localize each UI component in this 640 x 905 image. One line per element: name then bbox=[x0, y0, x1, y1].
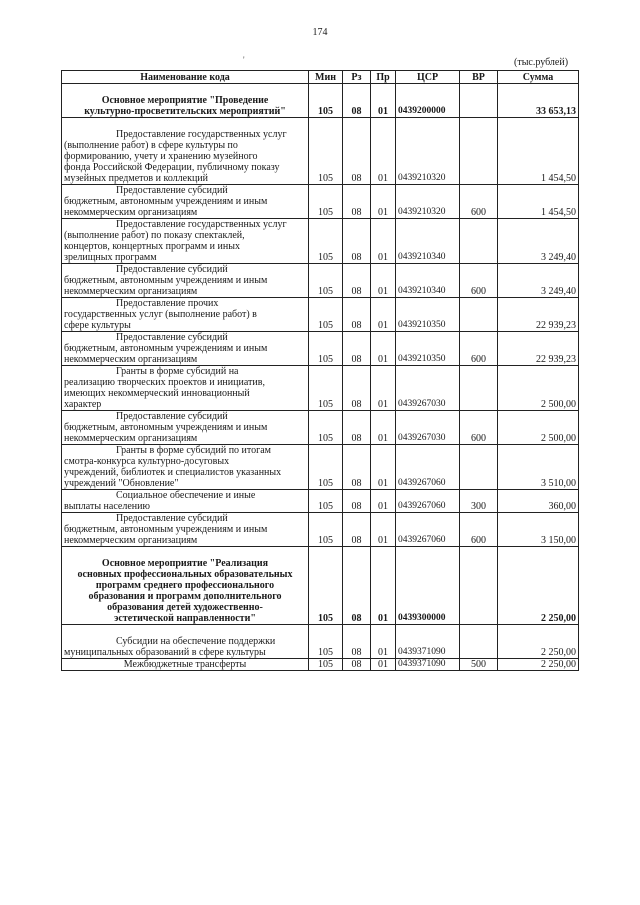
row-name-line: формированию, учету и хранению музейного bbox=[64, 151, 258, 162]
row-name-line: реализацию творческих проектов и инициатив, bbox=[64, 377, 265, 388]
row-name-line: эстетической направленности" bbox=[114, 613, 256, 624]
row-sum-cell: 33 653,13 bbox=[498, 84, 579, 118]
row-csr-cell: 0439210340 bbox=[396, 219, 460, 264]
row-vr-cell bbox=[460, 366, 498, 411]
row-pr-cell: 01 bbox=[371, 366, 396, 411]
row-vr-cell bbox=[460, 298, 498, 332]
header-min: Мин bbox=[309, 71, 343, 84]
row-pr-cell: 01 bbox=[371, 332, 396, 366]
row-name-cell bbox=[62, 513, 309, 547]
row-vr-cell bbox=[460, 84, 498, 118]
table-row bbox=[62, 411, 579, 445]
row-vr-cell: 600 bbox=[460, 264, 498, 298]
row-vr-cell: 300 bbox=[460, 490, 498, 513]
row-pr-cell: 01 bbox=[371, 118, 396, 185]
row-name-cell bbox=[62, 185, 309, 219]
row-min-cell: 105 bbox=[309, 490, 343, 513]
row-name-line: Межбюджетные трансферты bbox=[123, 659, 247, 670]
row-csr-cell: 0439210350 bbox=[396, 298, 460, 332]
table-row bbox=[62, 625, 579, 659]
row-name-cell bbox=[62, 118, 309, 185]
row-csr-cell: 0439210320 bbox=[396, 118, 460, 185]
row-spacer bbox=[64, 625, 306, 636]
row-pr-cell: 01 bbox=[371, 659, 396, 671]
row-name-line: фонда Российской Федерации, публичному показу bbox=[64, 162, 280, 173]
row-pr-cell: 01 bbox=[371, 411, 396, 445]
table-row bbox=[62, 298, 579, 332]
row-csr-cell: 0439267060 bbox=[396, 445, 460, 490]
row-rz-cell: 08 bbox=[343, 185, 371, 219]
row-pr-cell: 01 bbox=[371, 513, 396, 547]
table-row bbox=[62, 490, 579, 513]
header-rz: Рз bbox=[343, 71, 371, 84]
row-vr-cell bbox=[460, 219, 498, 264]
row-vr-cell bbox=[460, 625, 498, 659]
row-sum-cell: 3 249,40 bbox=[498, 219, 579, 264]
header-pr: Пр bbox=[371, 71, 396, 84]
row-sum-cell: 2 250,00 bbox=[498, 547, 579, 625]
row-rz-cell: 08 bbox=[343, 513, 371, 547]
row-rz-cell: 08 bbox=[343, 366, 371, 411]
table-row bbox=[62, 659, 579, 671]
row-min-cell: 105 bbox=[309, 185, 343, 219]
table-row bbox=[62, 332, 579, 366]
row-name-line: бюджетным, автономным учреждениям и иным bbox=[64, 275, 268, 286]
row-rz-cell: 08 bbox=[343, 659, 371, 671]
row-name-line: бюджетным, автономным учреждениям и иным bbox=[64, 343, 268, 354]
row-name-line: культурно-просветительских мероприятий" bbox=[84, 106, 286, 117]
row-csr-cell: 0439210340 bbox=[396, 264, 460, 298]
row-name-cell bbox=[62, 332, 309, 366]
row-name-cell bbox=[62, 411, 309, 445]
row-vr-cell: 600 bbox=[460, 185, 498, 219]
row-name-line: некоммерческим организациям bbox=[64, 433, 198, 444]
table-row bbox=[62, 366, 579, 411]
row-sum-cell: 22 939,23 bbox=[498, 298, 579, 332]
table-row bbox=[62, 118, 579, 185]
row-pr-cell: 01 bbox=[371, 445, 396, 490]
row-vr-cell bbox=[460, 118, 498, 185]
row-csr-cell: 0439371090 bbox=[396, 659, 460, 671]
row-pr-cell: 01 bbox=[371, 84, 396, 118]
row-vr-cell: 500 bbox=[460, 659, 498, 671]
row-rz-cell: 08 bbox=[343, 445, 371, 490]
row-name-line: смотра-конкурса культурно-досуговых bbox=[64, 456, 230, 467]
row-name-line: некоммерческим организациям bbox=[64, 207, 198, 218]
row-sum-cell: 2 250,00 bbox=[498, 625, 579, 659]
row-rz-cell: 08 bbox=[343, 84, 371, 118]
row-name-line: Предоставление субсидий bbox=[116, 513, 228, 524]
row-min-cell: 105 bbox=[309, 219, 343, 264]
stray-mark: ' bbox=[243, 55, 245, 65]
row-name-cell bbox=[62, 298, 309, 332]
row-name-line: образования детей художественно- bbox=[107, 602, 263, 613]
units-label: (тыс.рублей) bbox=[514, 57, 569, 68]
row-rz-cell: 08 bbox=[343, 625, 371, 659]
row-rz-cell: 08 bbox=[343, 332, 371, 366]
table-row bbox=[62, 185, 579, 219]
row-name-line: Основное мероприятие "Проведение bbox=[101, 95, 269, 106]
row-rz-cell: 08 bbox=[343, 219, 371, 264]
row-name-line: бюджетным, автономным учреждениям и иным bbox=[64, 524, 268, 535]
row-name-line: Предоставление государственных услуг bbox=[116, 129, 287, 140]
row-sum-cell: 2 250,00 bbox=[498, 659, 579, 671]
row-min-cell: 105 bbox=[309, 445, 343, 490]
header-csr: ЦСР bbox=[396, 71, 460, 84]
row-min-cell: 105 bbox=[309, 264, 343, 298]
row-sum-cell: 1 454,50 bbox=[498, 185, 579, 219]
row-name-line: государственных услуг (выполнение работ) в bbox=[64, 309, 257, 320]
row-csr-cell: 0439267030 bbox=[396, 411, 460, 445]
row-rz-cell: 08 bbox=[343, 298, 371, 332]
header-name: Наименование кода bbox=[62, 71, 309, 84]
row-name-cell bbox=[62, 84, 309, 118]
row-rz-cell: 08 bbox=[343, 411, 371, 445]
row-name-line: учреждений "Обновление" bbox=[64, 478, 179, 489]
table-row bbox=[62, 445, 579, 490]
row-name-line: некоммерческим организациям bbox=[64, 354, 198, 365]
row-name-line: Гранты в форме субсидий по итогам bbox=[116, 445, 271, 456]
table-header bbox=[62, 71, 579, 84]
row-name-line: сфере культуры bbox=[64, 320, 131, 331]
row-min-cell: 105 bbox=[309, 547, 343, 625]
row-name-line: образования и программ дополнительного bbox=[88, 591, 282, 602]
row-name-line: характер bbox=[64, 399, 102, 410]
row-name-line: основных профессиональных образовательных bbox=[77, 569, 293, 580]
row-min-cell: 105 bbox=[309, 411, 343, 445]
row-rz-cell: 08 bbox=[343, 547, 371, 625]
row-vr-cell bbox=[460, 445, 498, 490]
header-row bbox=[62, 71, 579, 84]
row-spacer bbox=[64, 84, 306, 95]
row-sum-cell: 2 500,00 bbox=[498, 411, 579, 445]
row-sum-cell: 360,00 bbox=[498, 490, 579, 513]
row-name-line: бюджетным, автономным учреждениям и иным bbox=[64, 196, 268, 207]
row-rz-cell: 08 bbox=[343, 490, 371, 513]
row-min-cell: 105 bbox=[309, 659, 343, 671]
row-min-cell: 105 bbox=[309, 332, 343, 366]
row-csr-cell: 0439371090 bbox=[396, 625, 460, 659]
row-csr-cell: 0439267060 bbox=[396, 513, 460, 547]
row-pr-cell: 01 bbox=[371, 625, 396, 659]
row-vr-cell: 600 bbox=[460, 411, 498, 445]
row-name-cell bbox=[62, 625, 309, 659]
row-vr-cell: 600 bbox=[460, 332, 498, 366]
row-name-line: бюджетным, автономным учреждениям и иным bbox=[64, 422, 268, 433]
row-vr-cell: 600 bbox=[460, 513, 498, 547]
row-name-line: Основное мероприятие "Реализация bbox=[101, 558, 269, 569]
row-pr-cell: 01 bbox=[371, 547, 396, 625]
table-row bbox=[62, 84, 579, 118]
table-row bbox=[62, 264, 579, 298]
row-name-line: муниципальных образований в сфере культуры bbox=[64, 647, 266, 658]
header-vr: ВР bbox=[460, 71, 498, 84]
row-csr-cell: 0439210320 bbox=[396, 185, 460, 219]
table-row bbox=[62, 547, 579, 625]
row-sum-cell: 22 939,23 bbox=[498, 332, 579, 366]
row-name-line: музейных предметов и коллекций bbox=[64, 173, 209, 184]
page-number: 174 bbox=[312, 27, 328, 38]
row-min-cell: 105 bbox=[309, 298, 343, 332]
row-name-line: учреждений, библиотек и специалистов указанных bbox=[64, 467, 282, 478]
row-name-line: Предоставление субсидий bbox=[116, 264, 228, 275]
row-csr-cell: 0439200000 bbox=[396, 84, 460, 118]
row-min-cell: 105 bbox=[309, 513, 343, 547]
row-pr-cell: 01 bbox=[371, 219, 396, 264]
row-rz-cell: 08 bbox=[343, 264, 371, 298]
row-name-line: выплаты населению bbox=[64, 501, 150, 512]
row-name-line: программ среднего профессионального bbox=[95, 580, 275, 591]
row-pr-cell: 01 bbox=[371, 185, 396, 219]
row-name-cell bbox=[62, 219, 309, 264]
row-csr-cell: 0439210350 bbox=[396, 332, 460, 366]
row-name-line: зрелищных программ bbox=[64, 252, 157, 263]
row-min-cell: 105 bbox=[309, 625, 343, 659]
row-name-cell bbox=[62, 264, 309, 298]
row-pr-cell: 01 bbox=[371, 490, 396, 513]
row-csr-cell: 0439267060 bbox=[396, 490, 460, 513]
row-pr-cell: 01 bbox=[371, 298, 396, 332]
row-name-line: Гранты в форме субсидий на bbox=[116, 366, 239, 377]
row-name-line: Предоставление субсидий bbox=[116, 185, 228, 196]
row-name-cell bbox=[62, 445, 309, 490]
row-name-line: некоммерческим организациям bbox=[64, 535, 198, 546]
table-row bbox=[62, 219, 579, 264]
row-pr-cell: 01 bbox=[371, 264, 396, 298]
header-sum: Сумма bbox=[498, 71, 579, 84]
row-min-cell: 105 bbox=[309, 118, 343, 185]
row-name-cell bbox=[62, 659, 309, 671]
row-name-line: некоммерческим организациям bbox=[64, 286, 198, 297]
row-name-cell bbox=[62, 366, 309, 411]
row-name-line: Предоставление государственных услуг bbox=[116, 219, 287, 230]
row-name-line: (выполнение работ) в сфере культуры по bbox=[64, 140, 238, 151]
row-rz-cell: 08 bbox=[343, 118, 371, 185]
row-sum-cell: 1 454,50 bbox=[498, 118, 579, 185]
row-name-line: (выполнение работ) по показу спектаклей, bbox=[64, 230, 245, 241]
row-spacer bbox=[64, 547, 306, 558]
row-name-cell bbox=[62, 547, 309, 625]
row-name-line: концертов, концертных программ и иных bbox=[64, 241, 240, 252]
row-min-cell: 105 bbox=[309, 84, 343, 118]
row-spacer bbox=[64, 118, 306, 129]
row-name-line: Предоставление субсидий bbox=[116, 411, 228, 422]
row-sum-cell: 3 249,40 bbox=[498, 264, 579, 298]
row-name-line: Предоставление прочих bbox=[116, 298, 219, 309]
row-sum-cell: 3 510,00 bbox=[498, 445, 579, 490]
table-row bbox=[62, 513, 579, 547]
row-csr-cell: 0439267030 bbox=[396, 366, 460, 411]
row-vr-cell bbox=[460, 547, 498, 625]
row-name-line: Социальное обеспечение и иные bbox=[116, 490, 256, 501]
budget-table bbox=[61, 70, 579, 671]
row-sum-cell: 2 500,00 bbox=[498, 366, 579, 411]
row-name-line: Предоставление субсидий bbox=[116, 332, 228, 343]
row-name-line: имеющих некоммерческий инновационный bbox=[64, 388, 250, 399]
row-name-cell bbox=[62, 490, 309, 513]
row-sum-cell: 3 150,00 bbox=[498, 513, 579, 547]
row-min-cell: 105 bbox=[309, 366, 343, 411]
row-name-line: Субсидии на обеспечение поддержки bbox=[116, 636, 276, 647]
table-body bbox=[62, 84, 579, 671]
row-csr-cell: 0439300000 bbox=[396, 547, 460, 625]
